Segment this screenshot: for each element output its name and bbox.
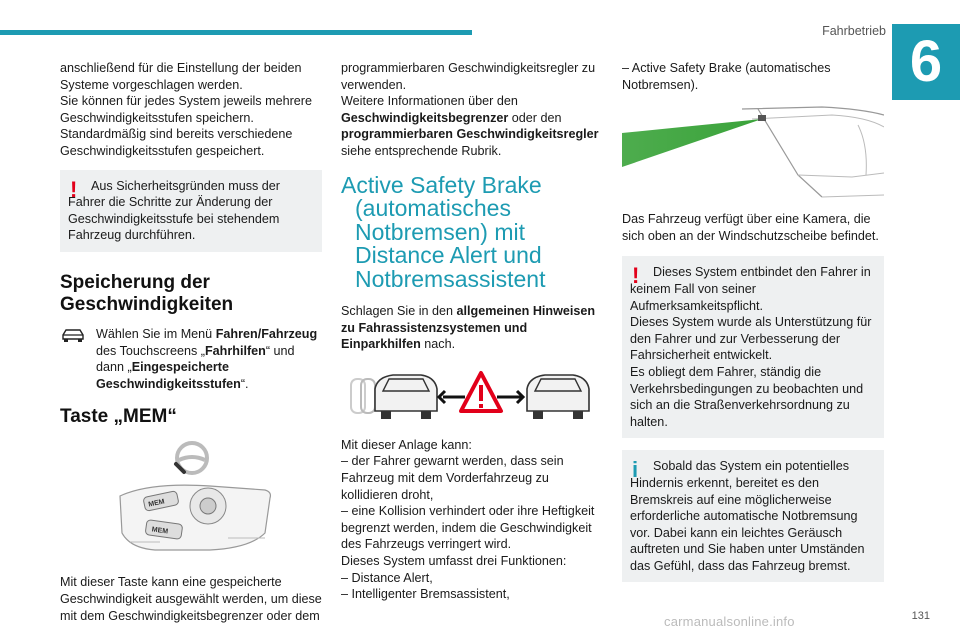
info-note: i Sobald das System ein potentielles Hindernis erkennt, bereitet es den Bremskreis auf eine möglicherweise erforderliche automatische Notbremsung vor. Dabei kann ein leichtes Geräusch auftreten und Sie haben unter Umständen das Gefühl, dass das Fahrzeug bremst.	[622, 450, 884, 582]
watermark: carmanualsonline.info	[664, 614, 795, 629]
note-text: Aus Sicherheitsgründen muss der Fahrer die Schritte zur Änderung der Geschwindigkeitsstufe bei stehendem Fahrzeug durchführen.	[68, 178, 281, 243]
rear-car-drawing	[351, 375, 437, 419]
paragraph: Sie können für jedes System jeweils mehrere Geschwindigkeitsstufen speichern.	[60, 94, 312, 125]
front-car-drawing	[527, 375, 589, 419]
mem-label: MEM	[151, 526, 169, 536]
feature-description: Mit dieser Anlage kann: – der Fahrer gewarnt werden, dass sein Fahrzeug mit dem Vorderfahrzeug zu kollidieren droht, – eine Kollision verhindert oder ihre Heftigkeit begrenzt werden, indem die Geschwindigkeit des Fahrzeugs verringert wird. Dieses System umfasst drei Funktionen: – Distance Alert, – Intelligenter Bremsassistent,	[341, 437, 595, 602]
paragraph: Das Fahrzeug verfügt über eine Kamera, die sich oben an der Windschutzscheibe befindet.	[622, 212, 879, 243]
chapter-tab: 6	[892, 24, 960, 100]
section-heading-mem: Taste „MEM“	[60, 406, 177, 428]
menu-instruction: Wählen Sie im Menü Fahren/Fahrzeug des Touchscreens „Fahrhilfen“ und dann „Eingespeicherte Geschwindigkeitsstufen“.	[60, 326, 322, 392]
section-title: Fahrbetrieb	[822, 24, 886, 38]
paragraph: programmierbaren Geschwindigkeitsregler zu verwenden.	[341, 61, 596, 92]
info-icon: i	[632, 457, 639, 483]
car-icon	[60, 328, 86, 344]
column-2	[341, 60, 603, 603]
header-bar	[0, 30, 472, 35]
collision-warning-figure	[341, 367, 603, 427]
steering-wheel-icon	[176, 443, 207, 473]
chapter-heading-active-safety-brake: Active Safety Brake (automatisches Notbremsen) mit Distance Alert und Notbremsassistent	[341, 171, 546, 292]
page-number: 131	[911, 610, 930, 622]
paragraph: Mit dieser Taste kann eine gespeicherte Geschwindigkeit ausgewählt werden, um diese mit dem Geschwindigkeitsbegrenzer oder dem	[60, 575, 322, 623]
warning-triangle-icon	[439, 373, 523, 411]
mem-label: MEM	[147, 498, 166, 509]
windshield-camera-figure	[622, 105, 884, 205]
paragraph: anschließend für die Einstellung der beiden Systeme vorgeschlagen werden.	[60, 61, 302, 92]
warning-exclamation-icon: !	[632, 263, 640, 289]
section-heading-speicherung: Speicherung der Geschwindigkeiten	[60, 271, 234, 315]
column-1	[60, 60, 322, 624]
camera-beam	[622, 119, 762, 167]
paragraph: Standardmäßig sind bereits verschiedene Geschwindigkeitsstufen gespeichert.	[60, 127, 293, 158]
warning-note	[60, 170, 322, 252]
warning-exclamation-icon: !	[70, 176, 78, 202]
warning-note: ! Dieses System entbindet den Fahrer in keinem Fall von seiner Aufmerksamkeitspflicht. Dieses System wurde als Unterstützung für den Fahrer und zur Verbesserung der Fahrsicherheit entwickelt. Es obliegt dem Fahrer, ständig die Verkehrsbedingungen zu beobachten und sich an die Straßenverkehrsordnung zu halten.	[622, 256, 884, 438]
steering-wheel-mem-figure	[60, 438, 322, 568]
column-3	[622, 60, 884, 582]
stalk-control-drawing	[120, 485, 270, 550]
paragraph: Schlagen Sie in den allgemeinen Hinweisen zu Fahrassistenzsystemen und Einparkhilfen nach.	[341, 304, 596, 352]
paragraph: Weitere Informationen über den Geschwindigkeitsbegrenzer oder den programmierbaren Geschwindigkeitsregler siehe entsprechende Rubrik.	[341, 94, 599, 158]
camera-icon	[758, 115, 766, 121]
paragraph: – Active Safety Brake (automatisches Notbremsen).	[622, 61, 831, 92]
